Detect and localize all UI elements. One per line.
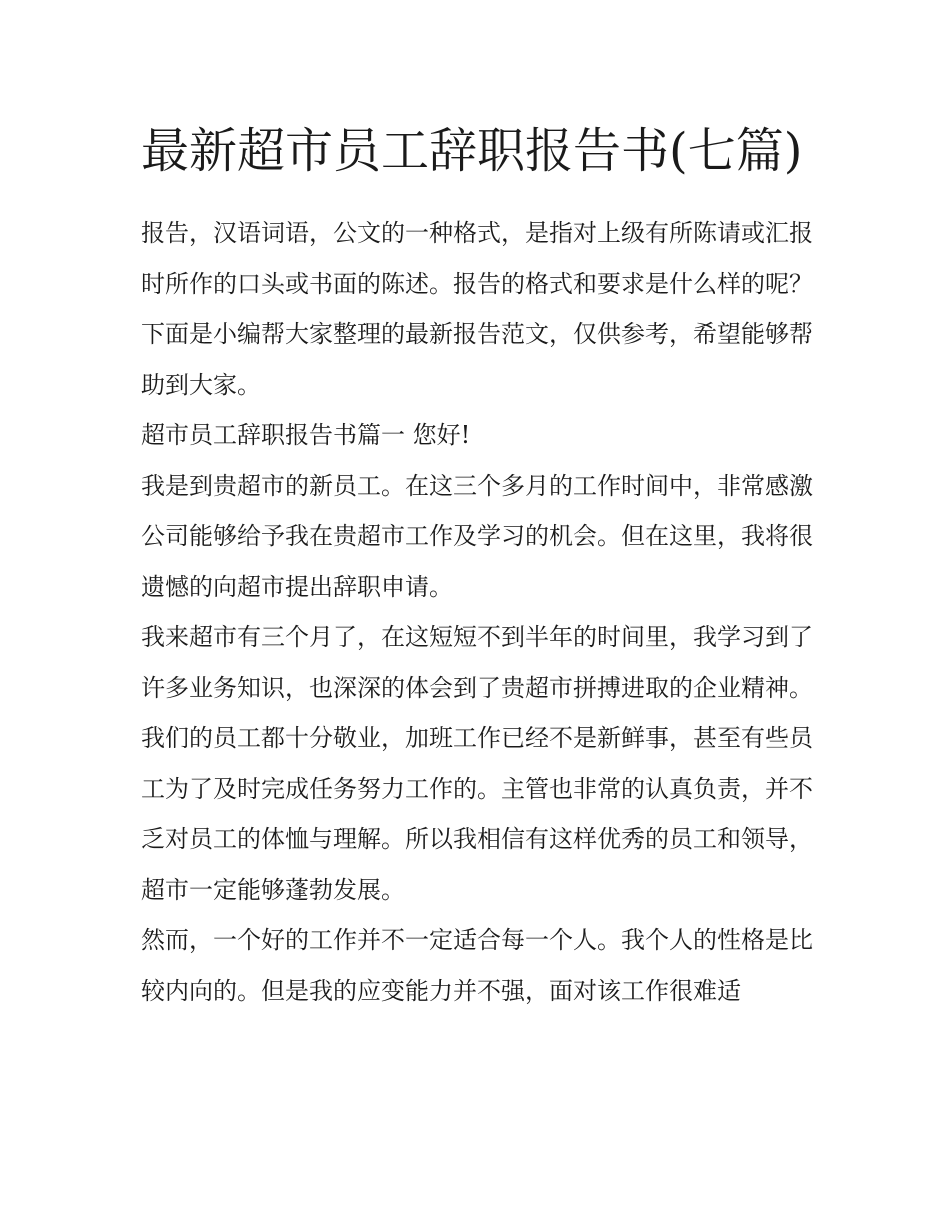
body-paragraph: 我是到贵超市的新员工。在这三个多月的工作时间中，非常感激公司能够给予我在贵超市工作及学习的机会。但在这里，我将很遗憾的向超市提出辞职申请。 bbox=[141, 471, 813, 601]
body-paragraph: 我来超市有三个月了，在这短短不到半年的时间里，我学习到了许多业务知识，也深深的体会到了贵超市拼搏进取的企业精神。我们的员工都十分敬业，加班工作已经不是新鲜事，甚至有些员工为了及时完成任务努力工作的。主管也非常的认真负责，并不乏对员工的体恤与理解。所以我相信有这样优秀的员工和领导，超市一定能够蓬勃发展。 bbox=[141, 623, 813, 904]
intro-paragraph: 报告，汉语词语，公文的一种格式，是指对上级有所陈请或汇报时所作的口头或书面的陈述。报告的格式和要求是什么样的呢？下面是小编帮大家整理的最新报告范文，仅供参考，希望能够帮助到大家。 bbox=[141, 219, 813, 399]
document-page bbox=[141, 112, 813, 1016]
body-paragraph: 然而，一个好的工作并不一定适合每一个人。我个人的性格是比较内向的。但是我的应变能力并不强，面对该工作很难适 bbox=[141, 926, 813, 1005]
section-heading-paragraph: 超市员工辞职报告书篇一 您好! bbox=[141, 421, 471, 449]
document-title: 最新超市员工辞职报告书(七篇) bbox=[141, 123, 803, 179]
